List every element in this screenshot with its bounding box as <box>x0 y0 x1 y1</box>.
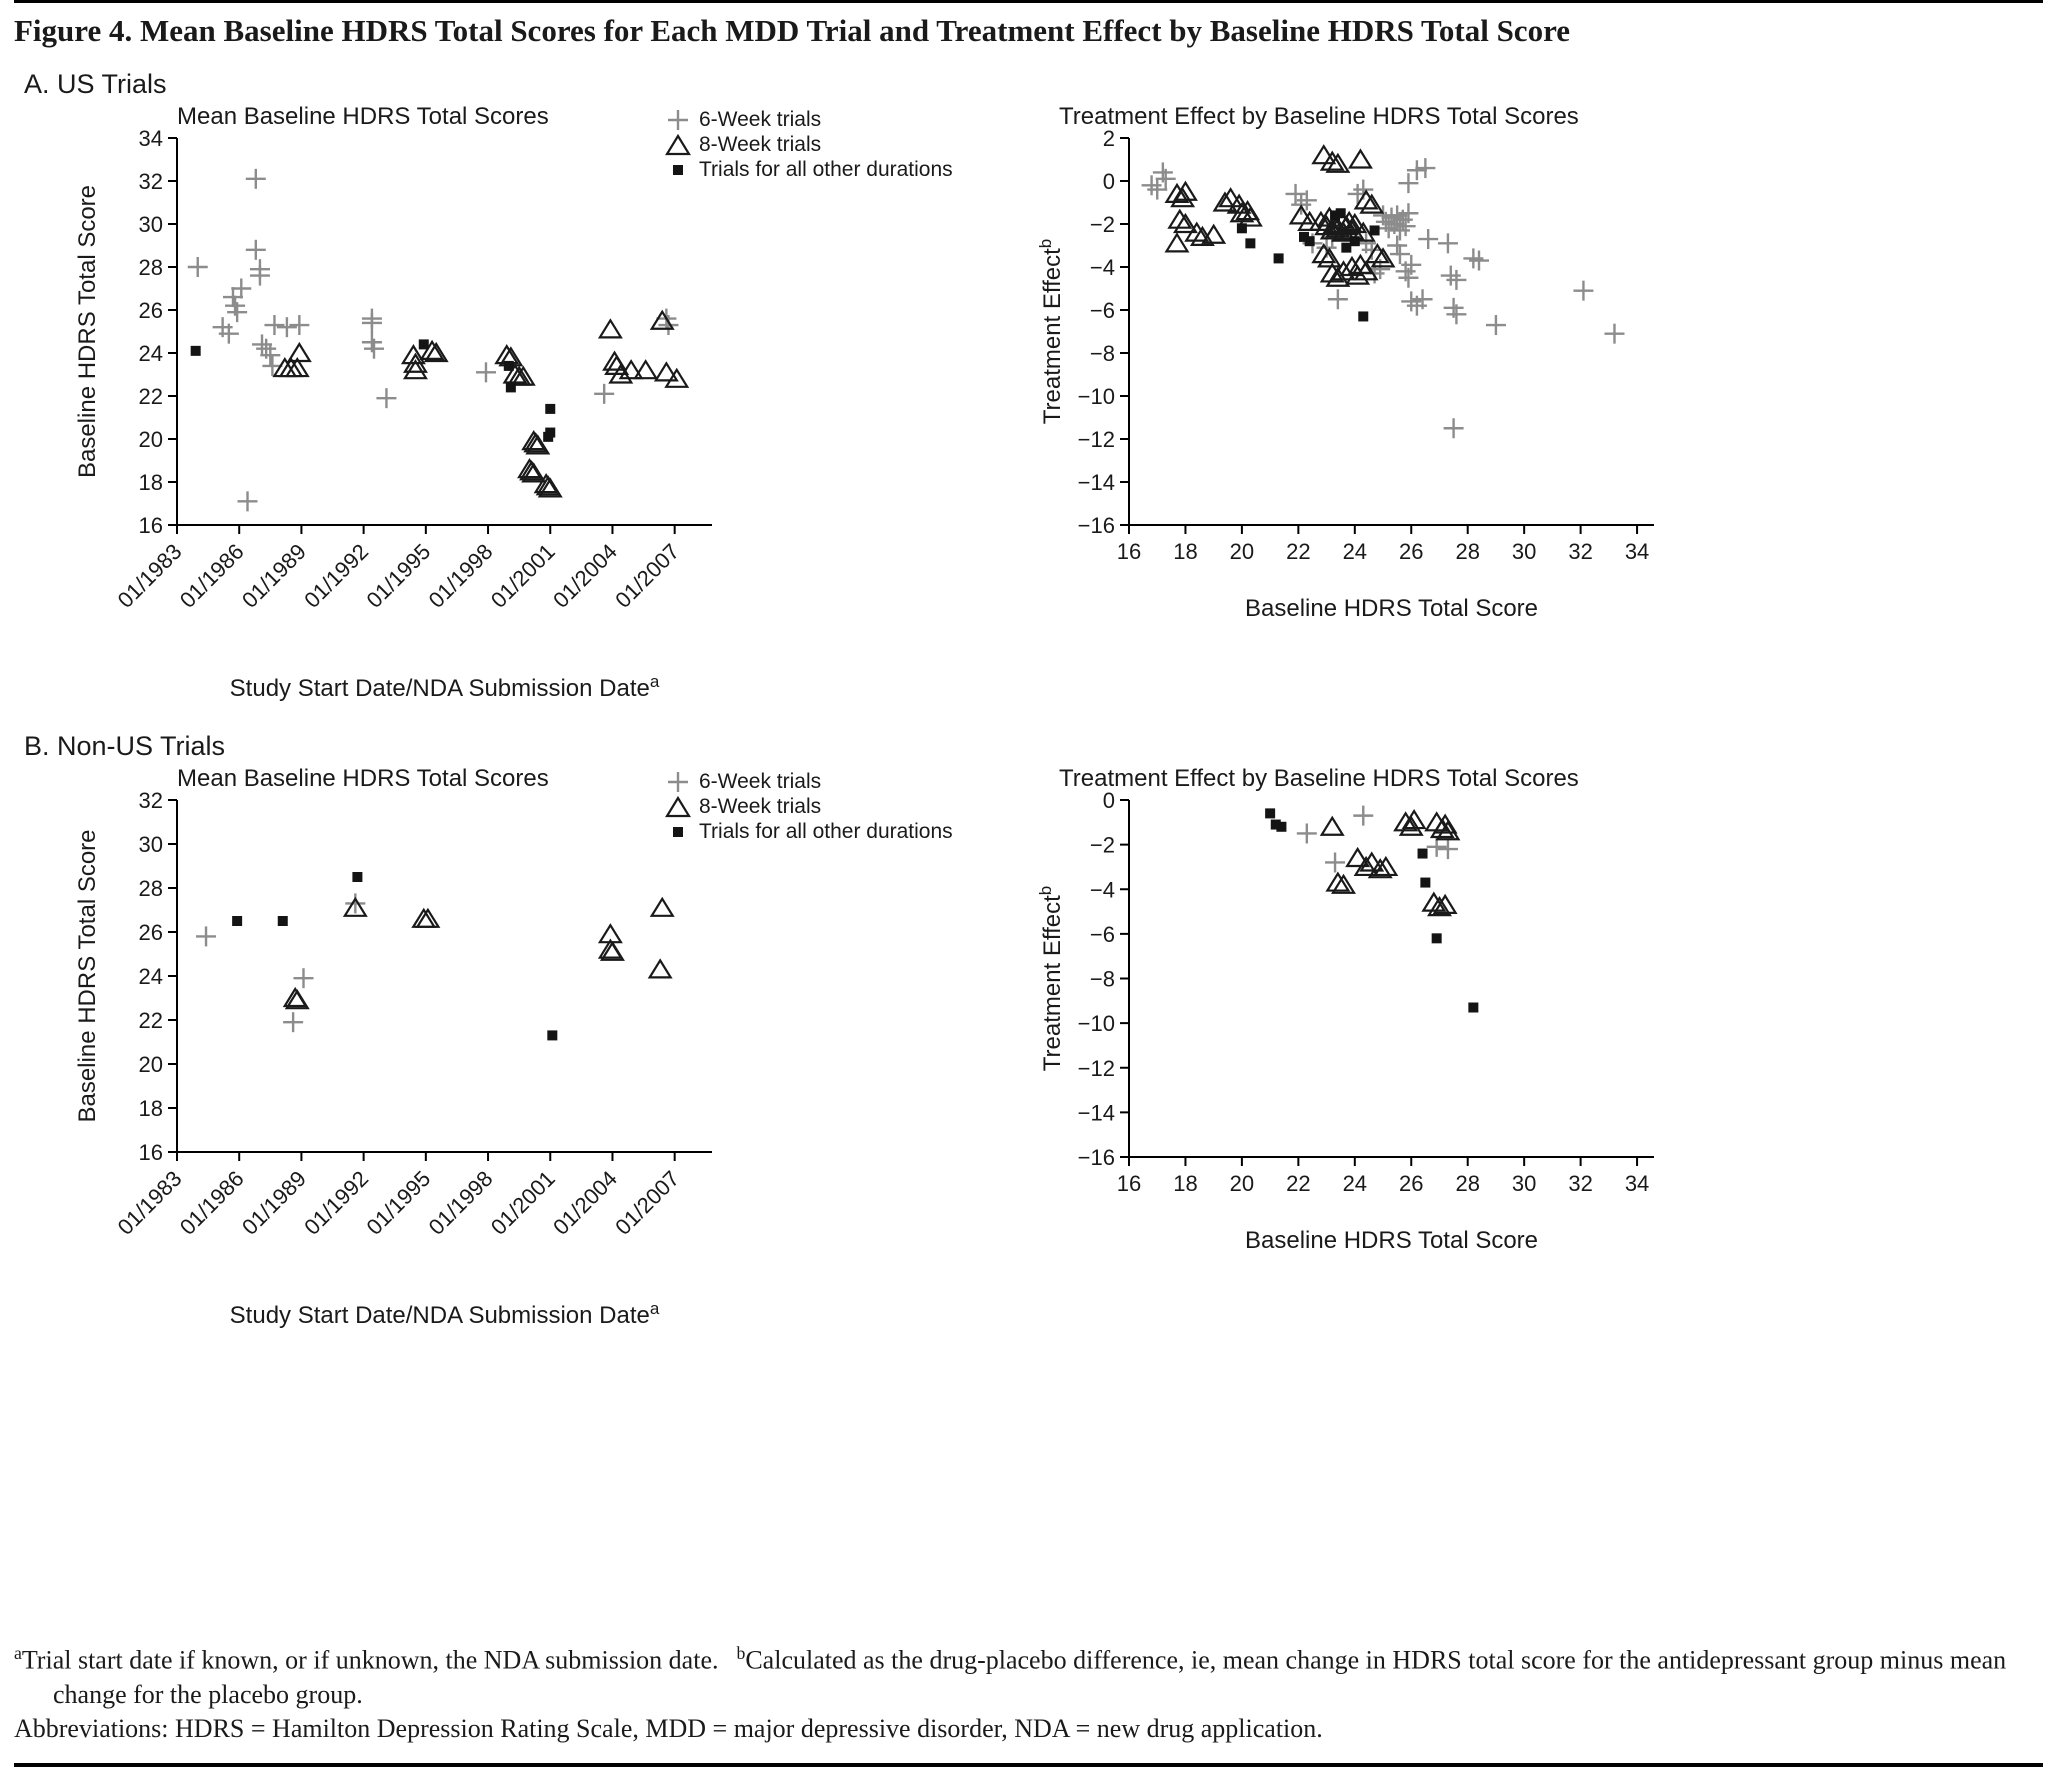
x-tick-label: 01/2004 <box>548 1165 623 1240</box>
y-tick-label: −10 <box>1077 384 1115 409</box>
chart-nonus-mean-baseline <box>69 762 734 1342</box>
series-plus <box>196 893 365 1032</box>
y-axis-label: Treatment Effect$^b$ <box>1036 885 1066 1072</box>
y-tick-label: 26 <box>138 298 163 323</box>
legend-label-6-week: 6-Week trials <box>699 108 822 131</box>
y-tick-label: −2 <box>1089 212 1115 237</box>
y-tick-label: 2 <box>1102 126 1115 151</box>
x-tick-label: 01/2001 <box>485 538 560 613</box>
series-triangle <box>274 312 687 497</box>
x-tick-label: 28 <box>1455 1171 1480 1196</box>
data-point-square <box>232 916 242 926</box>
data-point-plus <box>376 388 396 408</box>
y-tick-label: −16 <box>1077 513 1115 538</box>
data-point-square <box>1358 311 1368 321</box>
panel-a-label: A. US Trials <box>24 69 167 99</box>
x-tick-label: 01/1986 <box>174 538 249 613</box>
data-point-square <box>191 346 201 356</box>
plus-marker-icon <box>664 108 692 132</box>
data-point-plus <box>1147 180 1167 200</box>
data-point-square <box>278 916 288 926</box>
data-point-plus <box>1407 160 1427 180</box>
chart-title: Treatment Effect by Baseline HDRS Total Scores <box>1059 103 1579 130</box>
chart-us-treatment-effect <box>1034 100 1684 635</box>
x-tick-label: 01/1998 <box>423 1165 498 1240</box>
legend-label-8-week: 8-Week trials <box>699 795 822 818</box>
data-point-plus <box>1469 251 1489 271</box>
y-tick-label: −14 <box>1077 470 1115 495</box>
data-point-plus <box>289 315 309 335</box>
x-tick-label: 01/2007 <box>610 538 685 613</box>
x-tick-label: 01/1983 <box>112 1165 187 1240</box>
data-point-plus <box>476 362 496 382</box>
data-point-plus <box>1446 270 1466 290</box>
data-point-triangle <box>652 899 673 916</box>
x-tick-label: 16 <box>1116 1171 1142 1196</box>
footnotes <box>14 1642 2043 1747</box>
data-point-square <box>352 872 362 882</box>
data-point-plus <box>1444 418 1464 438</box>
legend-item-8-week <box>664 133 1004 157</box>
chart-svg <box>69 100 734 710</box>
legend-item-other-durations <box>664 820 1004 844</box>
data-point-square <box>1276 822 1286 832</box>
data-point-triangle <box>635 361 656 378</box>
legend-item-6-week <box>664 770 1004 794</box>
y-tick-label: 30 <box>138 832 163 857</box>
y-tick-label: 22 <box>138 384 163 409</box>
y-tick-label: 24 <box>138 964 163 989</box>
data-point-triangle <box>1350 151 1371 168</box>
y-tick-label: −6 <box>1089 298 1115 323</box>
x-tick-label: 01/2001 <box>485 1165 560 1240</box>
data-point-plus <box>1401 291 1421 311</box>
data-point-plus <box>231 279 251 299</box>
data-point-plus <box>1438 233 1458 253</box>
data-point-triangle <box>1166 234 1187 251</box>
y-tick-label: 20 <box>138 427 163 452</box>
data-point-triangle <box>600 320 621 337</box>
chart-title: Mean Baseline HDRS Total Scores <box>177 765 549 792</box>
chart-title: Mean Baseline HDRS Total Scores <box>177 103 549 130</box>
x-tick-label: 01/1992 <box>299 1165 374 1240</box>
y-tick-label: −14 <box>1077 1100 1115 1126</box>
data-point-square <box>1432 933 1442 943</box>
data-point-triangle <box>1322 818 1343 835</box>
x-tick-label: 22 <box>1286 1171 1311 1196</box>
x-tick-label: 01/2007 <box>610 1165 685 1240</box>
data-point-square <box>547 1030 557 1040</box>
data-point-square <box>1370 225 1380 235</box>
series-plus <box>188 169 679 512</box>
y-tick-label: 32 <box>138 169 163 194</box>
data-point-square <box>1418 849 1428 859</box>
data-point-plus <box>238 491 258 511</box>
chart-svg <box>1034 100 1684 630</box>
footnote-abbreviations: Abbreviations: HDRS = Hamilton Depression Rating Scale, MDD = major depressive disorder, NDA = new drug application. <box>14 1714 1323 1744</box>
panel-a <box>14 69 2043 715</box>
panel-b-chart-row <box>14 762 2043 1342</box>
legend-item-other-durations <box>664 158 1004 182</box>
y-tick-label: −10 <box>1077 1011 1115 1037</box>
y-tick-label: 22 <box>138 1008 163 1033</box>
data-point-square <box>1245 238 1255 248</box>
chart-svg <box>1034 762 1684 1262</box>
x-axis-label: Baseline HDRS Total Score <box>1244 595 1539 622</box>
data-point-triangle <box>650 960 671 977</box>
y-tick-label: 0 <box>1102 788 1115 813</box>
x-tick-label: 32 <box>1568 539 1593 564</box>
data-point-plus <box>1604 324 1624 344</box>
x-tick-label: 30 <box>1511 539 1537 564</box>
data-point-triangle <box>656 363 677 380</box>
chart-title: Treatment Effect by Baseline HDRS Total Scores <box>1059 765 1579 792</box>
data-point-plus <box>188 257 208 277</box>
legend-label-6-week: 6-Week trials <box>699 770 822 793</box>
y-tick-label: −6 <box>1089 921 1115 947</box>
data-point-square <box>1468 1003 1478 1013</box>
x-tick-label: 18 <box>1173 539 1198 564</box>
data-point-plus <box>293 968 313 988</box>
data-point-square <box>543 432 553 442</box>
y-tick-label: −4 <box>1089 255 1115 280</box>
legend-item-6-week <box>664 108 1004 132</box>
x-axis-label: Baseline HDRS Total Score <box>1244 1227 1539 1254</box>
data-point-plus <box>1438 839 1458 859</box>
footnote-b-text: Calculated as the drug-placebo difference, ie, mean change in HDRS total score for the antidepressant group minus mean change for the placebo group. <box>53 1645 2007 1709</box>
x-tick-label: 01/2004 <box>548 538 623 613</box>
data-point-square <box>545 404 555 414</box>
bottom-rule <box>14 1763 2043 1767</box>
data-point-plus <box>1353 806 1373 826</box>
x-tick-label: 01/1998 <box>423 538 498 613</box>
data-point-plus <box>594 384 614 404</box>
square-marker-icon <box>664 158 692 182</box>
legend-panel-a <box>664 108 1004 183</box>
triangle-marker-icon <box>664 795 692 819</box>
y-tick-label: −8 <box>1089 341 1115 366</box>
x-tick-label: 01/1995 <box>361 538 436 613</box>
x-tick-label: 01/1995 <box>361 1165 436 1240</box>
data-point-square <box>504 361 514 371</box>
data-point-plus <box>1390 244 1410 264</box>
data-point-plus <box>1463 248 1483 268</box>
data-point-plus <box>1486 315 1506 335</box>
y-tick-label: 16 <box>138 513 163 538</box>
panel-b <box>14 731 2043 1342</box>
y-tick-label: −12 <box>1077 427 1115 452</box>
x-tick-label: 34 <box>1624 1171 1650 1196</box>
series-triangle <box>285 899 673 1008</box>
y-tick-label: 16 <box>138 1140 163 1165</box>
y-axis-label: Baseline HDRS Total Score <box>74 829 101 1123</box>
legend-label-other-durations: Trials for all other durations <box>699 158 953 181</box>
figure-title: Figure 4. Mean Baseline HDRS Total Scores for Each MDD Trial and Treatment Effect by Baseline HDRS Total Score <box>14 13 1571 48</box>
legend-item-8-week <box>664 795 1004 819</box>
series-triangle <box>1166 146 1393 286</box>
series-plus <box>1142 158 1625 438</box>
x-tick-label: 32 <box>1568 1171 1593 1196</box>
data-point-plus <box>246 240 266 260</box>
data-point-plus <box>252 334 272 354</box>
x-tick-label: 01/1989 <box>237 1165 311 1240</box>
data-point-plus <box>246 169 266 189</box>
data-point-plus <box>1441 266 1461 286</box>
y-tick-label: 26 <box>138 920 163 945</box>
data-point-square <box>1350 236 1360 246</box>
y-tick-label: 24 <box>138 341 163 366</box>
data-point-plus <box>1325 852 1345 872</box>
x-tick-label: 01/1992 <box>299 538 374 613</box>
y-tick-label: 18 <box>138 1096 163 1121</box>
y-tick-label: 28 <box>138 255 163 280</box>
data-point-plus <box>196 926 216 946</box>
x-tick-label: 01/1989 <box>237 538 311 613</box>
y-tick-label: −2 <box>1089 832 1115 858</box>
data-point-triangle <box>1327 874 1348 891</box>
legend-panel-b <box>664 770 1004 845</box>
data-point-plus <box>1573 281 1593 301</box>
y-axis-label: Treatment Effect$^b$ <box>1036 238 1066 425</box>
x-axis-label: Study Start Date/NDA Submission Date$^a$ <box>229 1299 660 1329</box>
y-tick-label: 34 <box>138 126 163 151</box>
chart-us-mean-baseline <box>69 100 734 715</box>
data-point-plus <box>362 313 382 333</box>
y-tick-label: 28 <box>138 876 163 901</box>
legend-label-8-week: 8-Week trials <box>699 133 822 156</box>
panel-a-chart-row <box>14 100 2043 715</box>
x-tick-label: 16 <box>1116 539 1142 564</box>
series-square <box>232 872 557 1040</box>
data-point-plus <box>1387 236 1407 256</box>
legend-label-other-durations: Trials for all other durations <box>699 820 953 843</box>
y-tick-label: 20 <box>138 1052 163 1077</box>
data-point-square <box>1305 236 1315 246</box>
x-tick-label: 26 <box>1399 1171 1424 1196</box>
panel-b-label: B. Non-US Trials <box>24 731 226 761</box>
footnote-a-text: Trial start date if known, or if unknown, the NDA submission date. <box>21 1645 719 1675</box>
data-point-square <box>1336 208 1346 218</box>
data-point-square <box>1265 808 1275 818</box>
x-tick-label: 26 <box>1399 539 1424 564</box>
x-tick-label: 01/1986 <box>174 1165 249 1240</box>
data-point-plus <box>1398 173 1418 193</box>
y-tick-label: −16 <box>1077 1145 1115 1170</box>
x-tick-label: 01/1983 <box>112 538 187 613</box>
y-tick-label: −4 <box>1089 877 1115 903</box>
data-point-square <box>1274 253 1284 263</box>
y-tick-label: −12 <box>1077 1055 1115 1081</box>
data-point-triangle <box>1319 249 1340 266</box>
data-point-plus <box>277 317 297 337</box>
x-tick-label: 20 <box>1229 539 1255 564</box>
data-point-triangle <box>285 989 306 1006</box>
y-tick-label: 30 <box>138 212 163 237</box>
data-point-square <box>419 339 429 349</box>
data-point-square <box>1237 223 1247 233</box>
y-tick-label: 0 <box>1102 169 1115 194</box>
data-point-plus <box>1415 158 1435 178</box>
data-point-plus <box>1328 289 1348 309</box>
data-point-plus <box>283 1012 303 1032</box>
x-tick-label: 30 <box>1511 1171 1537 1196</box>
chart-nonus-treatment-effect <box>1034 762 1684 1267</box>
footnote-b-sup: b <box>736 1643 746 1663</box>
square-marker-icon <box>664 820 692 844</box>
data-point-plus <box>223 287 243 307</box>
y-tick-label: 18 <box>138 470 163 495</box>
x-tick-label: 24 <box>1342 1171 1368 1196</box>
data-point-plus <box>1297 823 1317 843</box>
y-tick-label: −8 <box>1089 966 1115 992</box>
x-tick-label: 20 <box>1229 1171 1255 1196</box>
data-point-square <box>506 382 516 392</box>
y-axis-label: Baseline HDRS Total Score <box>74 184 101 479</box>
data-point-plus <box>1418 229 1438 249</box>
x-tick-label: 22 <box>1286 539 1311 564</box>
triangle-marker-icon <box>664 133 692 157</box>
plus-marker-icon <box>664 770 692 794</box>
data-point-square <box>1420 878 1430 888</box>
chart-svg <box>69 762 734 1337</box>
y-tick-label: 32 <box>138 788 163 813</box>
x-tick-label: 34 <box>1624 539 1650 564</box>
x-tick-label: 24 <box>1342 539 1368 564</box>
footnote-a-sup: a <box>14 1643 22 1663</box>
x-tick-label: 28 <box>1455 539 1480 564</box>
data-point-triangle <box>289 344 310 361</box>
x-tick-label: 18 <box>1173 1171 1198 1196</box>
footnote-definitions <box>14 1642 2043 1712</box>
x-axis-label: Study Start Date/NDA Submission Date$^a$ <box>229 672 660 702</box>
data-point-plus <box>264 315 284 335</box>
